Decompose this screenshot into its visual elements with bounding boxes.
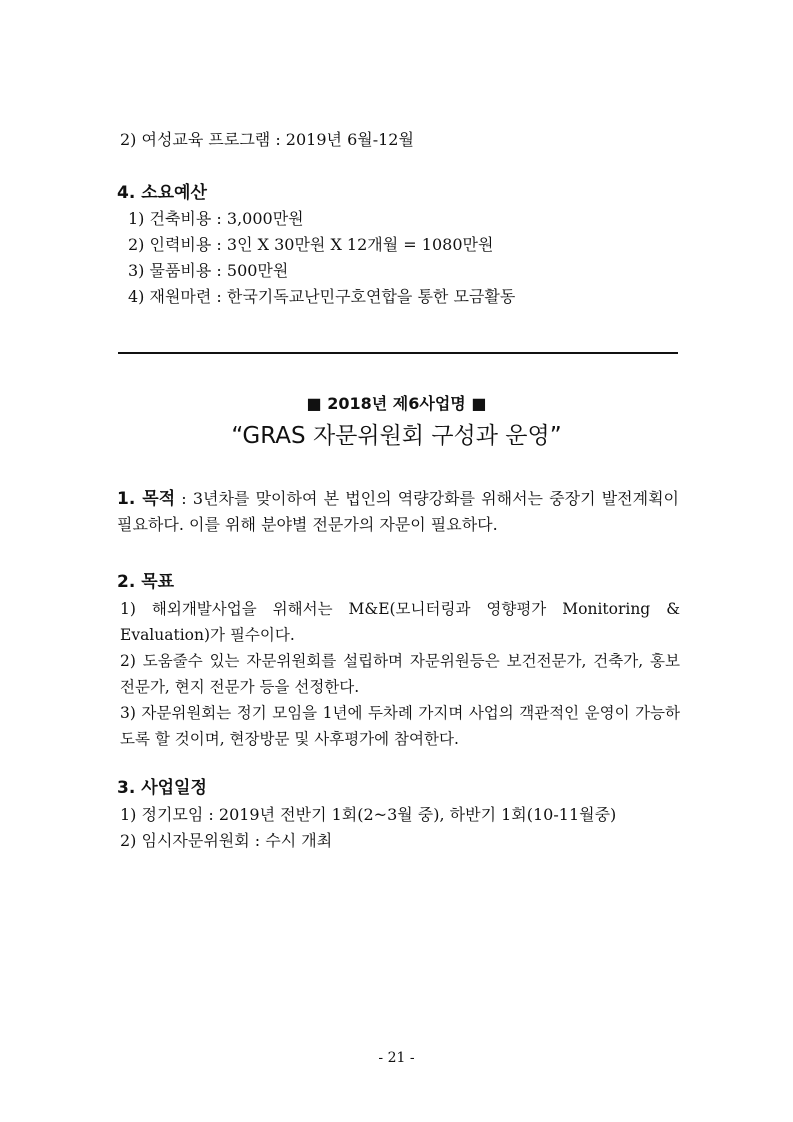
project-label: ■ 2018년 제6사업명 ■ [306, 394, 487, 413]
schedule-item: 1) 정기모임 : 2019년 전반기 1회(2~3월 중), 하반기 1회(10-11월중) [120, 805, 617, 824]
budget-heading: 4. 소요예산 [117, 183, 207, 203]
purpose-paragraph [117, 486, 679, 538]
project-title: “GRAS 자문위원회 구성과 운영” [231, 423, 562, 449]
page-number: - 21 - [378, 1050, 415, 1066]
goal-item: 2) 도움줄수 있는 자문위원회를 설립하며 자문위원등은 보건전문가, 건축가, 홍보 전문가, 현지 전문가 등을 선정한다. [120, 652, 680, 696]
budget-item: 1) 건축비용 : 3,000만원 [128, 209, 304, 228]
schedule-item: 2) 임시자문위원회 : 수시 개최 [120, 831, 333, 850]
budget-item: 4) 재원마련 : 한국기독교난민구호연합을 통한 모금활동 [128, 287, 516, 306]
budget-item: 3) 물품비용 : 500만원 [128, 261, 289, 280]
section-divider [118, 352, 678, 354]
schedule-heading: 3. 사업일정 [117, 778, 207, 798]
budget-item: 2) 인력비용 : 3인 X 30만원 X 12개월 = 1080만원 [128, 235, 494, 254]
goal-item: 1) 해외개발사업을 위해서는 M&E(모니터링과 영향평가 Monitoring & Evaluation)가 필수이다. [120, 600, 680, 644]
goals-heading: 2. 목표 [117, 572, 175, 592]
purpose-heading: 1. 목적 [117, 489, 176, 509]
purpose-text: : 3년차를 맞이하여 본 법인의 역량강화를 위해서는 중장기 발전계획이 필요하다. 이를 위해 분야별 전문가의 자문이 필요하다. [117, 489, 679, 534]
program-item: 2) 여성교육 프로그램 : 2019년 6월-12월 [120, 130, 414, 149]
goal-item: 3) 자문위원회는 정기 모임을 1년에 두차례 가지며 사업의 객관적인 운영이 가능하도록 할 것이며, 현장방문 및 사후평가에 참여한다. [120, 704, 680, 748]
